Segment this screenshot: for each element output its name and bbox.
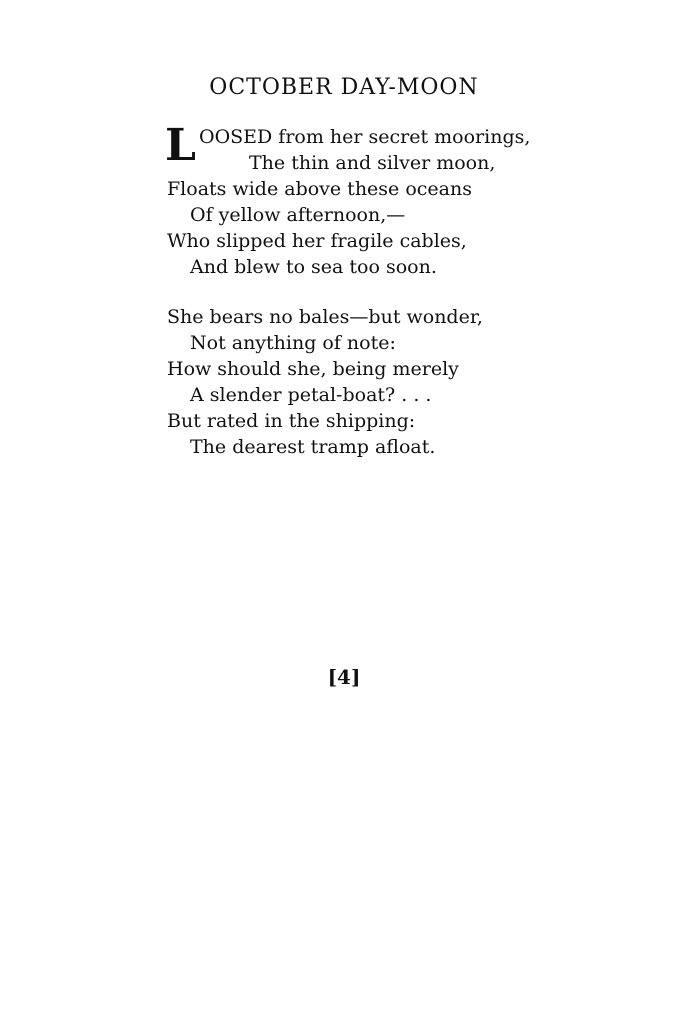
stanza-2-line-4: A slender petal-boat? . . . [190,384,432,406]
stanza-1-line-2: The thin and silver moon, [249,152,496,174]
drop-cap: L [165,120,196,171]
stanza-1-line-1-text: OOSED from her secret moorings, [199,126,531,148]
stanza-1-line-4: Of yellow afternoon,— [190,204,406,226]
stanza-2-line-3: How should she, being merely [167,358,459,380]
page-number: [4] [327,665,361,689]
stanza-2-line-2: Not anything of note: [190,332,396,354]
stanza-2 [167,304,587,460]
stanza-2-line-1: She bears no bales—but wonder, [167,306,483,328]
stanza-2-line-5: But rated in the shipping: [167,410,416,432]
stanza-2-line-6: The dearest tramp afloat. [190,436,436,458]
stanza-1-line-3: Floats wide above these oceans [167,178,472,200]
stanza-1 [165,120,587,280]
stanza-1-line-5: Who slipped her fragile cables, [167,230,467,252]
stanza-1-line-6: And blew to sea too soon. [190,256,437,278]
poem-title: OCTOBER DAY-MOON [209,75,479,100]
